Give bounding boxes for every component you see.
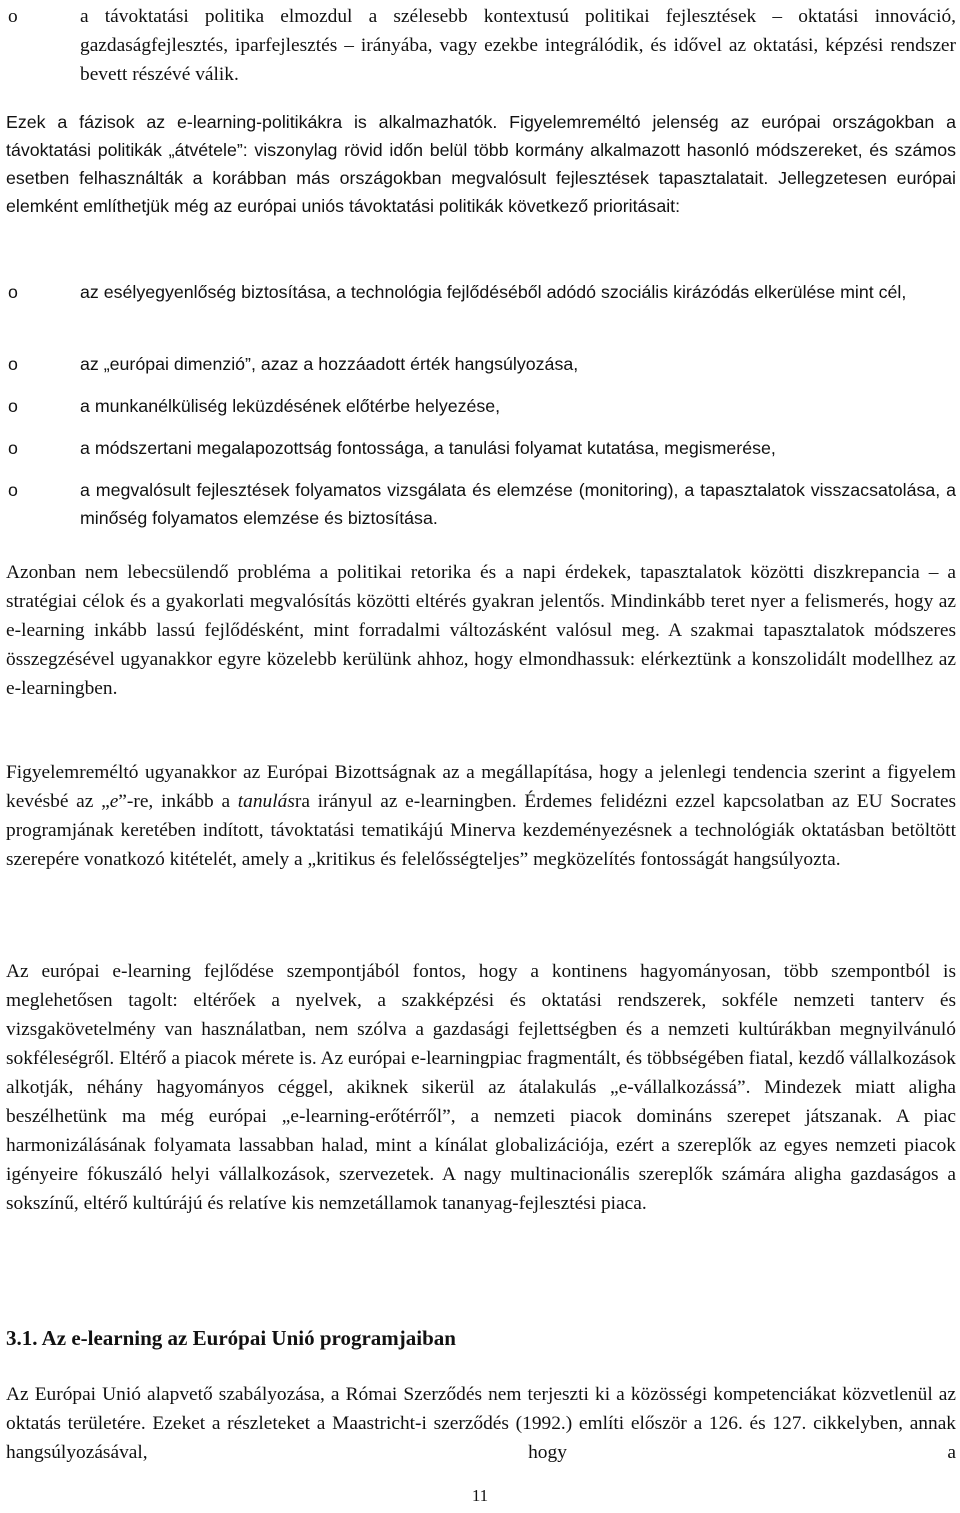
italic-run: e [109, 791, 119, 812]
italic-run: tanulás [237, 791, 295, 812]
paragraph-eu [6, 1380, 956, 1467]
paragraph-azonban-text: Azonban nem lebecsülendő probléma a politikai retorika és a napi érdekek, tapasztalatok közötti diszkrepancia – a stratégiai célok és a gyakorlati megvalósítás közötti eltérés gyakran jelentős. Mindinkább teret nyer a felismerés, hogy az e-learning inkább lassú fejlődésként, mint forradalmi változásként valósul meg. A szakmai tapasztalatok módszeres összegzésével ugyanakkor egyre közelebb kerülünk ahhoz, hogy elmondhassuk: elérkeztünk a konszolidált modellhez az e-learningben. [6, 562, 956, 699]
bullet-marker: o [8, 282, 18, 302]
intro-list-item [0, 2, 960, 92]
paragraph-eu-text: Az Európai Unió alapvető szabályozása, a Római Szerződés nem terjeszti ki a közösségi kompetenciákat közvetlenül az oktatás területére. Ezeket a részleteket a Maastricht-i szerződés (1992.) említi először a 126. és 127. cikkelyben, annak hangsúlyozásával, hogy a [6, 1384, 956, 1463]
section-heading: 3.1. Az e-learning az Európai Unió programjaiban [6, 1326, 456, 1350]
bullet-marker: o [8, 438, 18, 458]
intro-list-item-text: a távoktatási politika elmozdul a szélesebb kontextusú politikai fejlesztések – oktatási innováció, gazdaságfejlesztés, iparfejlesztés – irányába, vagy ezekbe integrálódik, és idővel az oktatási, képzési rendszer bevett részévé válik. [80, 6, 956, 85]
bullet-marker: o [8, 6, 18, 27]
page-number: 11 [471, 1486, 489, 1505]
priority-item-text: a munkanélküliség leküzdésének előtérbe helyezése, [80, 396, 501, 416]
bullet-marker: o [8, 354, 18, 374]
paragraph-phases [6, 108, 956, 220]
paragraph-piac-text: Az európai e-learning fejlődése szempontjából fontos, hogy a kontinens hagyományosan, több szempontból is meglehetősen tagolt: eltérőek a nyelvek, a szakképzési és oktatási rendszerek, sokféle nemzeti tanterv és vizsgakövetelmény van használatban, nem szólva a gazdasági fejlettségben és a nemzeti kultúrákban megnyilvánuló sokféleségről. Eltérő a piacok mérete is. Az európai e-learningpiac fragmentált, és többségében fiatal, kezdő vállalkozások alkotják, néhány hagyományos céggel, akiknek sikerül az átalakulás „e-vállalkozássá”. Mindezek miatt aligha beszélhetünk ma még európai „e-learning-erőtérről”, a nemzeti piacok domináns szerepet játszanak. A piac harmonizálásának folyamata lassabban halad, mint a kínálat globalizációja, ezért a szereplők az egyes nemzeti piacok igényeire fókuszáló helyi vállalkozások, szervezetek. A nagy multinacionális szereplők számára aligha gazdaságos a sokszínű, eltérő kultúrájú és relatíve kis nemzetállamok tananyag-fejlesztési piaca. [6, 961, 956, 1214]
bullet-marker: o [8, 396, 18, 416]
priority-item-text: a módszertani megalapozottság fontossága, a tanulási folyamat kutatása, megismerése, [80, 438, 776, 458]
priority-item-text: az esélyegyenlőség biztosítása, a technológia fejlődéséből adódó szociális kirázódás elkerülése mint cél, [80, 282, 907, 302]
paragraph-piac [6, 957, 956, 1218]
text-run: Figyelemreméltó ugyanakkor az Európai Bizottságnak az a megállapítása, hogy a jelenlegi tendencia szerint a figyelem kevésbé az „ [6, 762, 956, 812]
paragraph-bizottsag [6, 758, 956, 874]
paragraph-phases-text: Ezek a fázisok az e-learning-politikákra is alkalmazhatók. Figyelemreméltó jelenség az európai országokban a távoktatási politikák „átvétele”: viszonylag rövid időn belül több kormány alkalmazott hasonló módszereket, és számos esetben felhasználták a korábban más országokban megvalósult fejlesztések tapasztalatait. Jellegzetesen európai elemként említhetjük még az európai uniós távoktatási politikák következő prioritásait: [6, 112, 956, 216]
paragraph-azonban [6, 558, 956, 703]
bullet-marker: o [8, 480, 18, 500]
priority-item-text: a megvalósult fejlesztések folyamatos vizsgálata és elemzése (monitoring), a tapasztalatok visszacsatolása, a minőség folyamatos elemzése és biztosítása. [80, 480, 956, 528]
text-run: ra irányul az e-learningben. Érdemes felidézni ezzel kapcsolatban az EU Socrates programjának keretében indított, távoktatási tematikájú Minerva kezdeményezésnek a technológiák oktatásban betöltött szerepére vonatkozó kitételét, amely a „kritikus és felelősségteljes” megközelítés fontosságát hangsúlyozta. [6, 791, 956, 870]
text-run: ”-re, inkább a [118, 791, 238, 812]
priority-item-text: az „európai dimenzió”, azaz a hozzáadott érték hangsúlyozása, [80, 354, 579, 374]
paragraph-bizottsag-text [6, 758, 956, 874]
